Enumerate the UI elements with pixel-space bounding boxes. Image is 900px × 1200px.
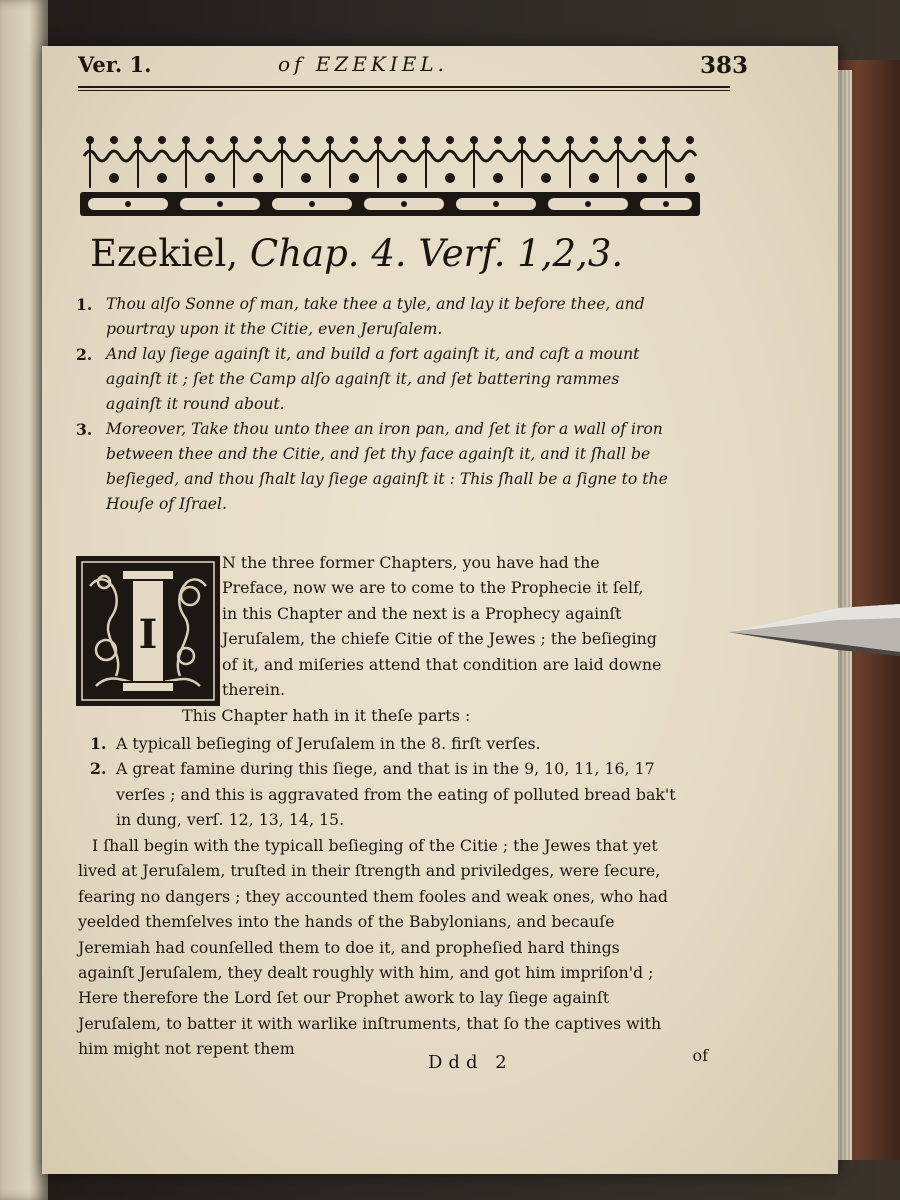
chapter-book: Ezekiel,: [90, 232, 239, 275]
header-rule: [78, 86, 730, 88]
decorated-initial-icon: [76, 556, 220, 706]
parts-list: [90, 731, 680, 833]
printers-ornament-band: [80, 128, 700, 224]
chapter-verses: Verf. 1,2,3.: [418, 232, 624, 275]
body-paragraph: I ſhall begin with the typicall beſieging of the Citie ; the Jewes that yet lived at Jeruſalem, truſted in their ſtrength and priviledges, were ſecure, fearing no dangers ; they accounted them fooles and weak ones, who had yeelded themſelves into the hands of the Babylonians, and becauſe Jeremiah had counſelled them to doe it, and propheſied hard things againſt Jeruſalem, they dealt roughly with him, and got him impriſon'd ; Here therefore the Lord ſet our Prophet awork to lay ſiege againſt Jeruſalem, to batter it with warlike inſtruments, that ſo the captives with him might not repent them: [78, 836, 669, 1059]
header-title: of EZEKIEL.: [278, 52, 448, 76]
facing-page-edge: [0, 0, 48, 1200]
page-number: 383: [699, 52, 748, 79]
verse-item: [72, 342, 672, 417]
catchword: of: [692, 1046, 708, 1065]
verse-text: Moreover, Take thou unto thee an iron pan, and ſet it for a wall of iron between thee and the Citie, and ſet thy face againſt it, and it ſhall be beſieged, and thou ſhalt lay ſiege againſt it : This ſhall be a ſigne to the Houſe of Iſrael.: [106, 420, 668, 513]
header-rule-thin: [78, 90, 730, 91]
dropcap-letter: I: [138, 611, 158, 658]
list-text: A great famine during this ſiege, and that is in the 9, 10, 11, 16, 17 verſes ; and this is aggravated from the eating of polluted bread bak't in dung, verſ. 12, 13, 14, 15.: [116, 759, 676, 830]
list-text: A typicall beſieging of Jeruſalem in the 8. firſt verſes.: [116, 734, 541, 753]
verse-text: Thou alſo Sonne of man, take thee a tyle, and lay it before thee, and pourtray upon it the Citie, even Jeruſalem.: [106, 295, 645, 338]
verse-number: 2.: [76, 345, 93, 364]
chapter-title: [90, 232, 710, 275]
parts-heading: This Chapter hath in it theſe parts :: [182, 706, 471, 725]
chapter-number: Chap. 4.: [249, 232, 407, 275]
verse-number: 1.: [76, 295, 93, 314]
scripture-verses: [72, 292, 672, 517]
verse-item: [72, 292, 672, 342]
page-pointer-icon: [728, 598, 900, 658]
signature-mark: Ddd 2: [428, 1052, 513, 1073]
list-number: 1.: [90, 734, 107, 753]
verse-text: And lay ſiege againſt it, and build a fort againſt it, and caſt a mount againſt it ; ſet the Camp alſo againſt it, and ſet battering rammes againſt it round about.: [106, 345, 640, 413]
list-item: [90, 731, 680, 756]
list-number: 2.: [90, 759, 107, 779]
list-item: [90, 756, 680, 832]
opening-paragraph: N the three former Chapters, you have had the Preface, now we are to come to the Prophecie it ſelf, in this Chapter and the next is a Prophecy againſt Jeruſalem, the chiefe Citie of the Jewes ; the beſieging of it, and miſeries attend that condition are laid downe therein.: [222, 553, 662, 700]
page-footer: [78, 1046, 708, 1082]
fleuron-row-icon: [86, 136, 694, 144]
verse-number: 3.: [76, 420, 93, 439]
header-verse-ref: Ver. 1.: [78, 52, 152, 77]
verse-item: [72, 417, 672, 517]
